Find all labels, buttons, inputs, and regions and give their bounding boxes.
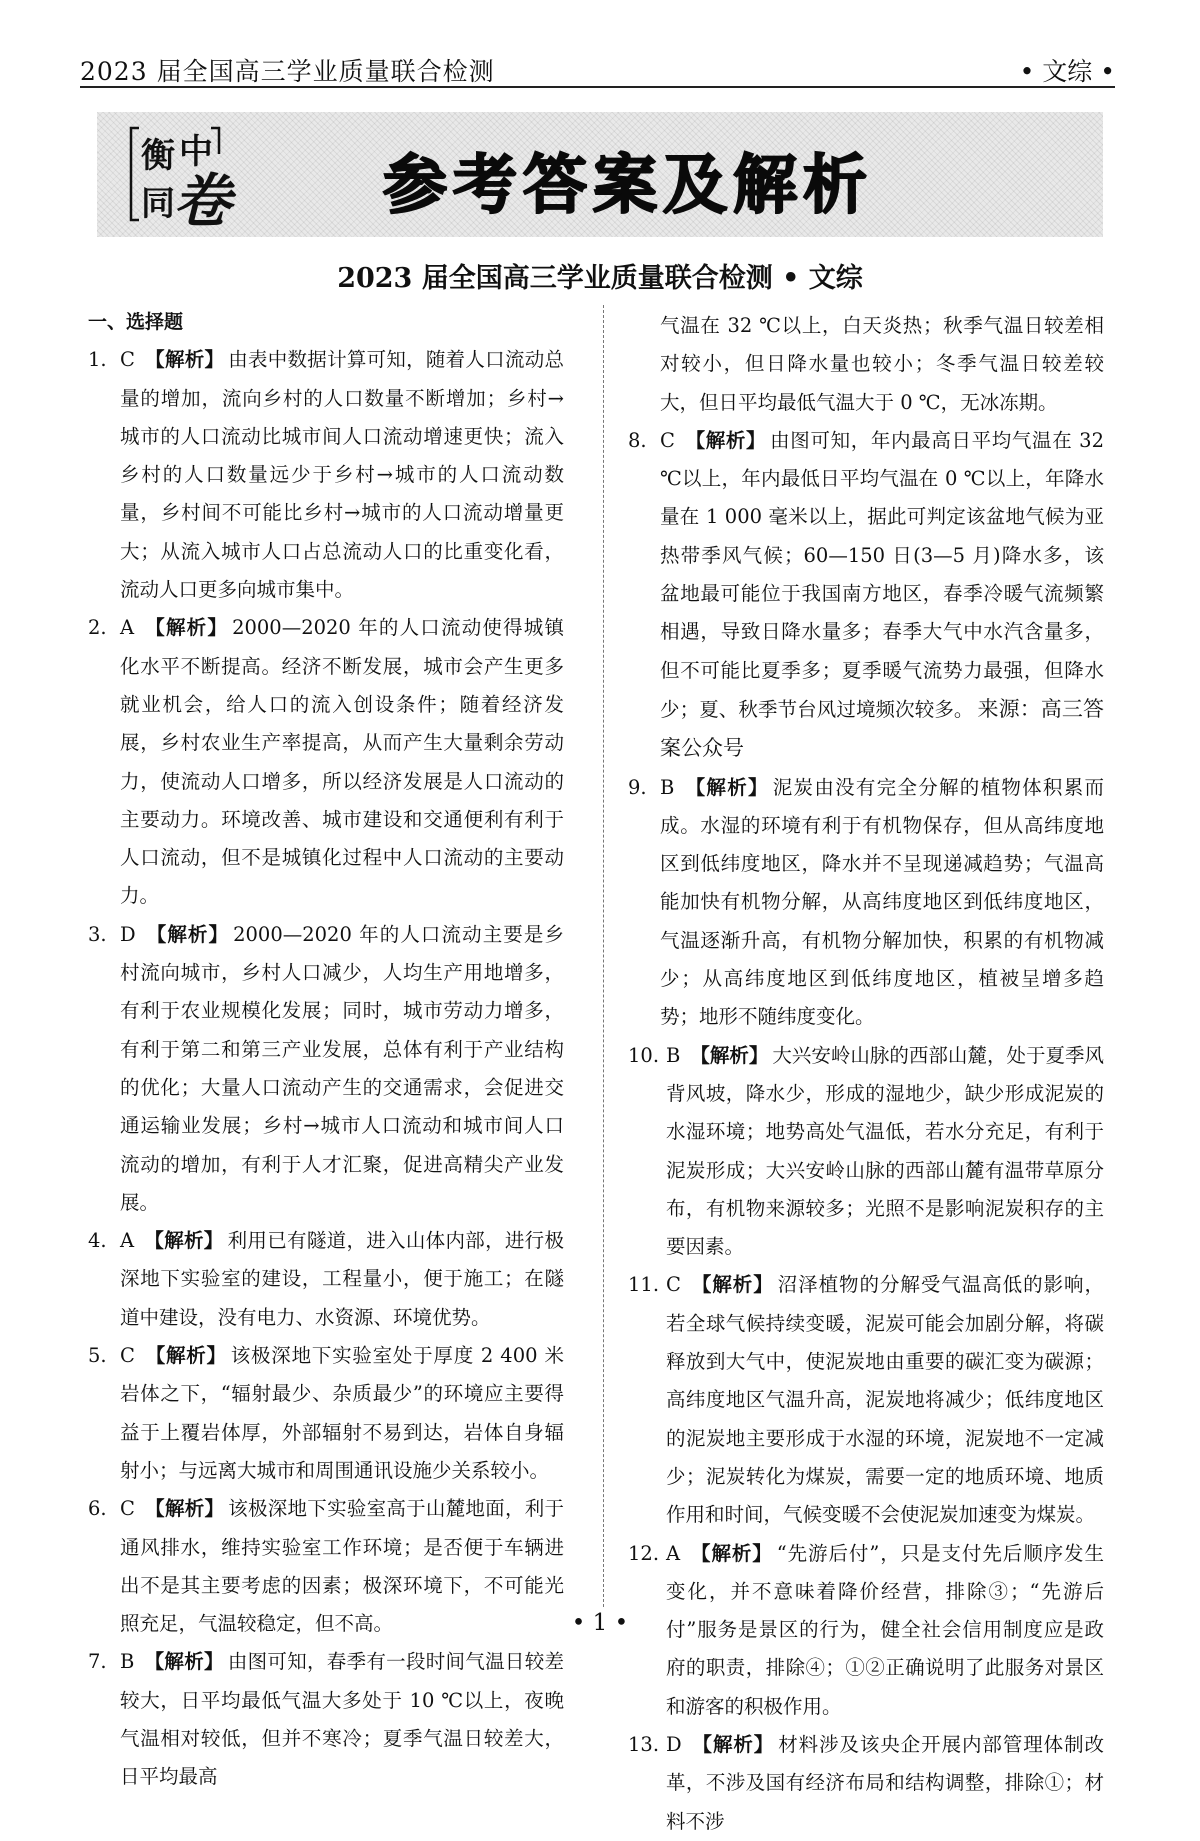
answer-letter: D xyxy=(666,1732,682,1756)
analysis-text: 2000—2020 年的人口流动主要是乡村流向城市，乡村人口减少，人均生产用地增多，有利于农业规模化发展；同时，城市劳动力增多，有利于第二和第三产业发展，总体有利于产业结构的优化；大量人口流动产生的交通需求，会促进交通运输业发展；乡村→城市人口流动和城市间人口流动的增加，有利于人才汇聚，促进高精尖产业发展。 xyxy=(120,922,564,1214)
analysis-text: 泥炭由没有完全分解的植物体积累而成。水湿的环境有利于有机物保存，但从高纬度地区到低纬度地区，降水并不呈现递减趋势；气温高能加快有机物分解，从高纬度地区到低纬度地区，气温逐渐升高，有机物分解加快，积累的有机物减少；从高纬度地区到低纬度地区，植被呈增多趋势；地形不随纬度变化。 xyxy=(660,775,1104,1029)
analysis-tag: 【解析】 xyxy=(144,348,225,372)
question-number: 3. xyxy=(88,922,107,946)
question-number: 9. xyxy=(628,775,647,799)
answer-letter: B xyxy=(660,775,675,799)
question-number: 8. xyxy=(628,428,647,452)
question-item xyxy=(628,1037,1104,1267)
analysis-text: 该极深地下实验室高于山麓地面，利于通风排水，维持实验室工作环境；是否便于车辆进出不是其主要考虑的因素；极深环境下，不可能光照充足，气温较稳定，但不高。 xyxy=(120,1497,564,1636)
question-number: 2. xyxy=(88,616,107,640)
question-item xyxy=(88,916,564,1222)
question-number: 7. xyxy=(88,1650,107,1674)
answer-letter: C xyxy=(666,1273,681,1297)
brand-logo xyxy=(127,124,267,235)
question-number: 1. xyxy=(88,348,107,372)
analysis-text: 利用已有隧道，进入山体内部，进行极深地下实验室的建设，工程量小，便于施工；在隧道中建设，没有电力、水资源、环境优势。 xyxy=(120,1229,564,1329)
answer-letter: A xyxy=(120,1229,135,1253)
continued-text: 气温在 32 ℃以上，白天炎热；秋季气温日较差相对较小，但日降水量也较小；冬季气温日较差较大，但日平均最低气温大于 0 ℃，无冰冻期。 xyxy=(660,314,1104,414)
analysis-tag: 【解析】 xyxy=(144,1650,224,1674)
question-number: 11. xyxy=(628,1273,660,1297)
column-divider xyxy=(603,305,604,1607)
logo-char: 中 xyxy=(179,132,213,172)
answer-letter: A xyxy=(666,1541,681,1565)
analysis-text: 由图可知，年内最高日平均气温在 32 ℃以上，年内最低日平均气温在 0 ℃以上，年降水量在 1 000 毫米以上，据此可判定该盆地气候为亚热带季风气候；60—150 日(3—5 月)降水多，该盆地最可能位于我国南方地区，春季冷暖气流频繁相遇，导致日降水量多；春季大气中水汽含量多，但不可能比夏季多；夏季暖气流势力最强，但降水少；夏、秋季节台风过境频次较多。 xyxy=(660,428,1104,721)
analysis-text: 沼泽植物的分解受气温高低的影响，若全球气候持续变暖，泥炭可能会加剧分解，将碳释放到大气中，使泥炭地由重要的碳汇变为碳源；高纬度地区气温升高，泥炭地将减少；低纬度地区的泥炭地主要形成于水湿的环境，泥炭地不一定减少；泥炭转化为煤炭，需要一定的地质环境、地质作用和时间，气候变暖不会使泥炭加速变为煤炭。 xyxy=(666,1273,1104,1527)
question-item xyxy=(628,422,1104,769)
left-column xyxy=(88,303,564,1797)
title-banner xyxy=(97,112,1103,237)
header-rule xyxy=(80,86,1115,88)
analysis-tag: 【解析】 xyxy=(684,428,767,452)
question-item xyxy=(628,769,1104,1037)
analysis-text: 该极深地下实验室处于厚度 2 400 米岩体之下，“辐射最少、杂质最少”的环境应主要得益于上覆岩体厚，外部辐射不易到达，岩体自身辐射小；与远离大城市和周围通讯设施少关系较小。 xyxy=(120,1344,564,1482)
answer-letter: C xyxy=(660,428,675,452)
question-number: 13. xyxy=(628,1732,660,1756)
answer-letter: C xyxy=(120,1344,135,1368)
answer-letter: C xyxy=(120,348,135,372)
question-number: 10. xyxy=(628,1043,660,1067)
logo-char: 衡 xyxy=(141,136,175,176)
logo-char: 卷 xyxy=(173,167,232,235)
page-number: • 1 • xyxy=(571,1610,629,1636)
question-item xyxy=(628,1726,1104,1841)
document-subtitle: 2023 届全国高三学业质量联合检测 • 文综 xyxy=(337,263,863,294)
analysis-tag: 【解析】 xyxy=(690,1541,773,1565)
analysis-tag: 【解析】 xyxy=(145,922,230,946)
analysis-text: 由图可知，春季有一段时间气温日较差较大，日平均最低气温大多处于 10 ℃以上，夜晚气温相对较低，但并不寒冷；夏季气温日较差大，日平均最高 xyxy=(120,1650,564,1789)
question-number: 5. xyxy=(88,1344,107,1368)
logo-char: 同 xyxy=(141,184,175,224)
analysis-text: 材料涉及该央企开展内部管理体制改革，不涉及国有经济布局和结构调整，排除①；材料不涉 xyxy=(666,1732,1104,1833)
analysis-text: “先游后付”，只是支付先后顺序发生变化，并不意味着降价经营，排除③；“先游后付”服务是景区的行为，健全社会信用制度应是政府的职责，排除④；①②正确说明了此服务对景区和游客的积极作用。 xyxy=(666,1541,1104,1718)
answer-letter: B xyxy=(120,1650,135,1674)
analysis-tag: 【解析】 xyxy=(144,1497,225,1521)
question-number: 4. xyxy=(88,1229,107,1253)
question-item xyxy=(88,1643,564,1796)
analysis-text: 2000—2020 年的人口流动使得城镇化水平不断提高。经济不断发展，城市会产生更多就业机会，给人口的流入创设条件；随着经济发展，乡村农业生产率提高，从而产生大量剩余劳动力，使流动人口增多，所以经济发展是人口流动的主要动力。环境改善、城市建设和交通便利有利于人口流动，但不是城镇化过程中人口流动的主要动力。 xyxy=(120,616,564,908)
question-item xyxy=(88,341,564,609)
question-number: 12. xyxy=(628,1541,660,1565)
header-subject: • 文综 • xyxy=(1019,57,1115,86)
analysis-tag: 【解析】 xyxy=(144,1344,227,1368)
banner-title: 参考答案及解析 xyxy=(383,149,873,223)
question-item xyxy=(88,609,564,915)
analysis-tag: 【解析】 xyxy=(690,1043,769,1067)
question-number: 6. xyxy=(88,1497,107,1521)
answer-letter: B xyxy=(666,1043,681,1067)
running-header xyxy=(80,50,1115,84)
analysis-tag: 【解析】 xyxy=(690,1273,774,1297)
source-watermark-text: 来源：高三答案公众号 xyxy=(660,696,1104,761)
question-item xyxy=(628,1266,1104,1534)
analysis-text: 由表中数据计算可知，随着人口流动总量的增加，流向乡村的人口数量不断增加；乡村→城市的人口流动比城市间人口流动增速更快；流入乡村的人口数量远少于乡村→城市的人口流动数量，乡村间不可能比乡村→城市的人口流动增量更大；从流入城市人口占总流动人口的比重变化看，流动人口更多向城市集中。 xyxy=(120,348,564,602)
analysis-tag: 【解析】 xyxy=(691,1732,775,1756)
analysis-text: 大兴安岭山脉的西部山麓，处于夏季风背风坡，降水少，形成的湿地少，缺少形成泥炭的水湿环境；地势高处气温低，若水分充足，有利于泥炭形成；大兴安岭山脉的西部山麓有温带草原分布，有机物来源较多；光照不是影响泥炭积存的主要因素。 xyxy=(666,1043,1104,1259)
question-item xyxy=(88,1337,564,1490)
analysis-tag: 【解析】 xyxy=(144,1229,224,1253)
answer-letter: D xyxy=(120,922,136,946)
header-exam-title: 2023 届全国高三学业质量联合检测 xyxy=(80,57,495,86)
analysis-tag: 【解析】 xyxy=(144,616,229,640)
answer-letter: C xyxy=(120,1497,135,1521)
answer-letter: A xyxy=(120,616,135,640)
section-title: 一、选择题 xyxy=(88,311,184,333)
analysis-tag: 【解析】 xyxy=(684,775,769,799)
question-item xyxy=(88,1222,564,1337)
